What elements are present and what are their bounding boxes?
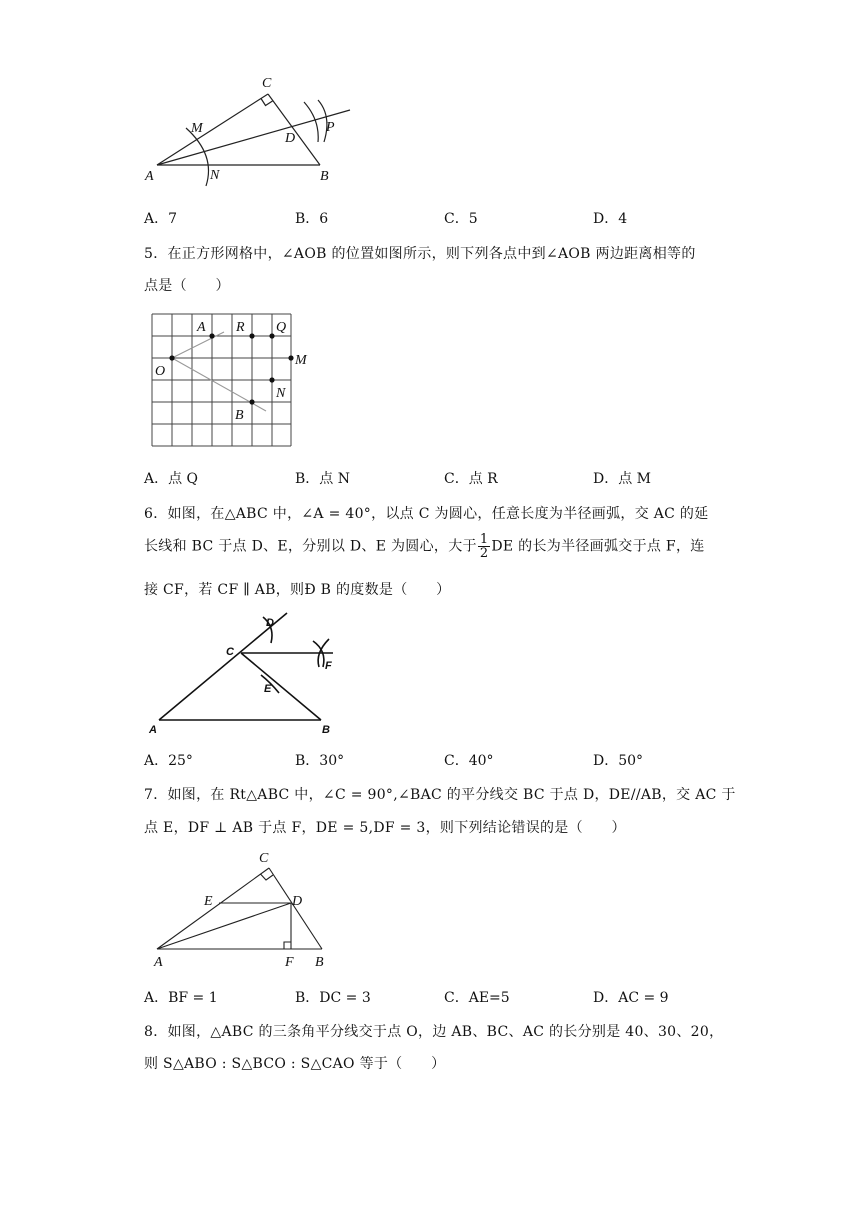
q7-option-c[interactable]: C．AE=5 xyxy=(444,990,510,1006)
q6-label-f: F xyxy=(325,660,332,672)
q7-figure xyxy=(145,848,345,973)
q5-label-b: B xyxy=(235,408,244,423)
q6-stem-line2 xyxy=(144,533,705,560)
q5-option-d[interactable]: D．点 M xyxy=(593,471,652,487)
q6-stem-line1: 6．如图，在△ABC 中，∠A = 40°，以点 C 为圆心，任意长度为半径画弧，交 AC 的延 xyxy=(144,506,709,522)
q4-label-n: N xyxy=(210,168,220,183)
q4-label-a: A xyxy=(145,169,154,184)
q6-fraction-half xyxy=(478,533,491,560)
q5-point-b xyxy=(249,399,254,404)
q8-stem-line2: 则 S△ABO : S△BCO : S△CAO 等于（ ） xyxy=(144,1056,446,1072)
q7-label-f: F xyxy=(285,955,294,970)
q6-label-b: B xyxy=(322,724,330,736)
q6-side-cb xyxy=(241,653,321,720)
q5-stem-line1: 5．在正方形网格中，∠AOB 的位置如图所示，则下列各点中到∠AOB 两边距离相等的 xyxy=(144,246,696,262)
q5-options xyxy=(144,468,744,488)
q6-label-d: D xyxy=(266,617,274,629)
q5-label-n: N xyxy=(276,386,286,401)
q4-figure xyxy=(140,70,360,190)
q5-stem-line2: 点是（ ） xyxy=(144,278,230,294)
q6-fraction-num: 1 xyxy=(479,532,489,547)
q7-label-d: D xyxy=(292,894,303,909)
q7-option-d[interactable]: D．AC = 9 xyxy=(593,990,669,1006)
q6-option-c[interactable]: C．40° xyxy=(444,753,494,769)
q6-label-a: A xyxy=(149,724,157,736)
q5-label-r: R xyxy=(236,320,245,335)
q4-label-p: P xyxy=(326,120,335,135)
q5-option-c[interactable]: C．点 R xyxy=(444,471,498,487)
q6-stem-line2-part1: 长线和 BC 于点 D、E，分别以 D、E 为圆心，大于 xyxy=(144,538,477,555)
q7-option-a[interactable]: A．BF = 1 xyxy=(144,990,218,1006)
q7-label-e: E xyxy=(204,894,213,909)
q5-point-o xyxy=(169,355,174,360)
q5-label-m: M xyxy=(295,353,307,368)
q7-label-a: A xyxy=(154,955,163,970)
q5-label-q: Q xyxy=(276,320,287,335)
q5-point-n xyxy=(269,377,274,382)
q5-label-a: A xyxy=(197,320,206,335)
q7-stem-line2: 点 E，DF ⊥ AB 于点 F，DE = 5,DF = 3，则下列结论错误的是（ ） xyxy=(144,820,626,836)
q6-options xyxy=(144,750,744,770)
q5-point-a xyxy=(209,333,214,338)
q6-option-b[interactable]: B．30° xyxy=(295,753,345,769)
q4-arc-mn xyxy=(186,128,209,186)
q4-option-a[interactable]: A．7 xyxy=(144,211,178,227)
q4-options xyxy=(144,208,744,228)
q4-side-ac xyxy=(157,94,268,165)
q4-option-d[interactable]: D．4 xyxy=(593,211,628,227)
q7-side-ac xyxy=(157,868,269,949)
q6-label-c: C xyxy=(226,646,234,658)
q7-label-c: C xyxy=(259,851,269,866)
q6-label-e: E xyxy=(264,683,272,695)
q7-label-b: B xyxy=(315,955,324,970)
q7-bisector-ad xyxy=(157,903,291,949)
q8-stem-line1: 8．如图，△ABC 的三条角平分线交于点 O，边 AB、BC、AC 的长分别是 40、30、20， xyxy=(144,1024,724,1040)
q5-point-r xyxy=(249,333,254,338)
q7-right-angle-f xyxy=(284,942,291,949)
q6-option-d[interactable]: D．50° xyxy=(593,753,644,769)
q4-option-b[interactable]: B．6 xyxy=(295,211,329,227)
q6-side-ac-extended xyxy=(159,613,287,720)
q7-right-angle-c xyxy=(261,874,274,880)
q5-point-m xyxy=(288,355,293,360)
q7-stem-line1: 7．如图，在 Rt△ABC 中，∠C = 90°,∠BAC 的平分线交 BC 于点 D，DE//AB，交 AC 于 xyxy=(144,787,736,803)
q4-label-d: D xyxy=(285,131,296,146)
q4-label-b: B xyxy=(320,169,329,184)
q5-option-b[interactable]: B．点 N xyxy=(295,471,350,487)
q4-right-angle-mark xyxy=(261,99,273,106)
q4-label-m: M xyxy=(191,121,203,136)
q5-option-a[interactable]: A．点 Q xyxy=(144,471,199,487)
q6-stem-line2-part2: DE 的长为半径画弧交于点 F，连 xyxy=(491,538,705,555)
q7-option-b[interactable]: B．DC = 3 xyxy=(295,990,371,1006)
q5-label-o: O xyxy=(155,364,166,379)
q5-point-q xyxy=(269,333,274,338)
q6-figure xyxy=(145,605,355,740)
q4-option-c[interactable]: C．5 xyxy=(444,211,478,227)
q7-options xyxy=(144,987,744,1007)
q4-side-cb xyxy=(268,94,320,165)
q6-stem-line3: 接 CF，若 CF ∥ AB，则Ð B 的度数是（ ） xyxy=(144,582,451,598)
q4-label-c: C xyxy=(262,76,272,91)
q4-bisector-ray xyxy=(157,110,350,165)
q5-grid-figure xyxy=(146,308,316,453)
q6-option-a[interactable]: A．25° xyxy=(144,753,193,769)
q6-fraction-den: 2 xyxy=(479,546,489,561)
